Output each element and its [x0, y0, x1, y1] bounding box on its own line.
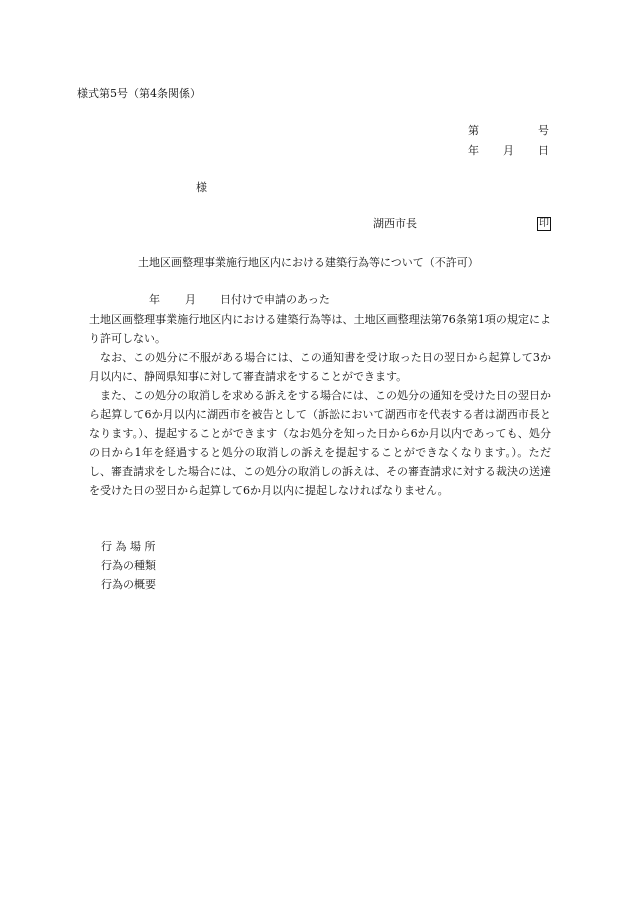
body-paragraph-2: なお、この処分に不服がある場合には、この通知書を受け取った日の翌日から起算して3か月以内に、静岡県知事に対して審査請求をすることができます。: [89, 351, 551, 383]
date-day: 日: [538, 144, 549, 157]
form-number: 様式第5号（第4条関係）: [77, 87, 201, 100]
item-summary: 行為の概要: [101, 578, 156, 591]
doc-number-dai: 第: [468, 124, 479, 137]
addressee-suffix: 様: [196, 181, 207, 194]
application-month: 月: [185, 293, 196, 306]
seal-mark: 印: [539, 218, 549, 229]
date-year: 年: [468, 144, 479, 157]
document-title: 土地区画整理事業施行地区内における建築行為等について（不許可）: [138, 256, 479, 269]
item-location: 行 為 場 所: [101, 540, 156, 553]
issuer-name: 湖西市長: [373, 217, 417, 230]
application-tail: 日付けで申請のあった: [220, 293, 330, 306]
date-month: 月: [503, 144, 514, 157]
body-paragraph-1: 土地区画整理事業施行地区内における建築行為等は、土地区画整理法第76条第1項の規定により許可しない。: [89, 313, 551, 345]
body-paragraph-3: また、この処分の取消しを求める訴えをする場合には、この処分の通知を受けた日の翌日から起算して6か月以内に湖西市を被告として（訴訟において湖西市を代表する者は湖西市長となります。）、提起することができます（なお処分を知った日から6か月以内であっても、処分の日から1年を経過すると処分の取消しの訴えを提起することができなくなります。）。ただし、審査請求をした場合には、この処分の取消しの訴えは、その審査請求に対する裁決の送達を受けた日の翌日から起算して6か月以内に提起しなければなりません。: [89, 389, 551, 497]
item-type: 行為の種類: [101, 559, 156, 572]
application-year: 年: [149, 293, 160, 306]
doc-number-go: 号: [538, 124, 549, 137]
